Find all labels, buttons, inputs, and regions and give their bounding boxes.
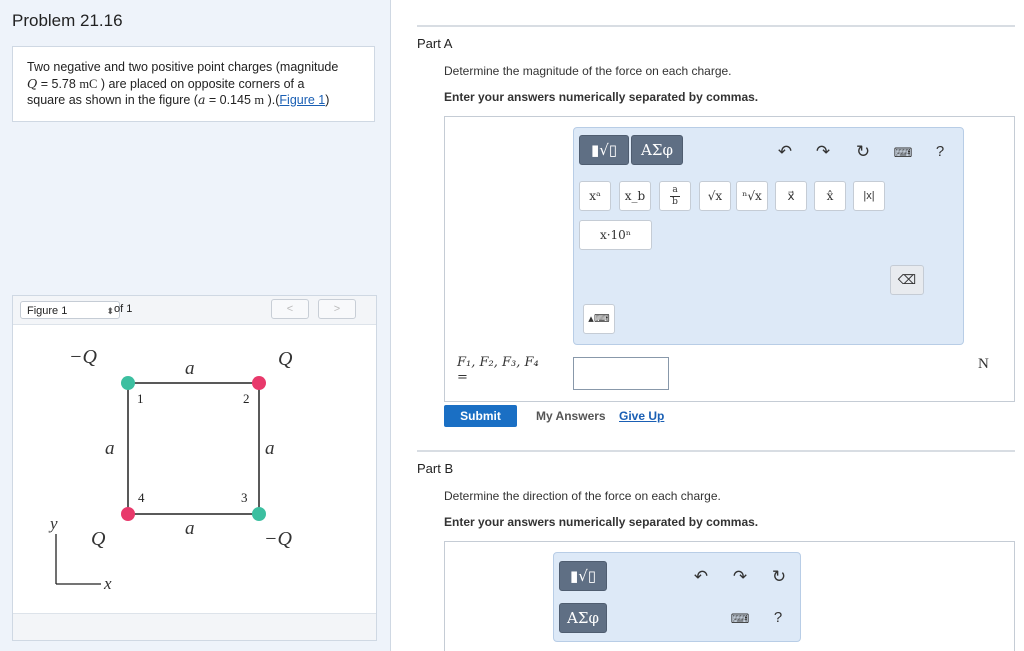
part-b-separator bbox=[417, 450, 1015, 452]
part-b-answer-box bbox=[444, 541, 1015, 651]
charge-3-negative bbox=[252, 507, 266, 521]
charge-2-positive bbox=[252, 376, 266, 390]
label-axis-x: x bbox=[104, 574, 112, 593]
problem-line-3: square as shown in the figure (a = 0.145 m ).(Figure 1) bbox=[27, 92, 330, 107]
templates-icon: ▮√▯ bbox=[569, 567, 597, 585]
figure-select[interactable]: Figure 1 ⬍ bbox=[20, 301, 120, 319]
figure-panel bbox=[12, 295, 377, 641]
part-a-instruction: Enter your answers numerically separated by commas. bbox=[444, 90, 759, 104]
templates-button-b[interactable] bbox=[559, 561, 607, 591]
label-bottom-left-charge: Q bbox=[91, 528, 106, 550]
problem-panel bbox=[0, 0, 390, 651]
charge-square-figure bbox=[13, 296, 376, 640]
backspace-icon: ⌫ bbox=[897, 272, 917, 287]
unit-label: N bbox=[978, 356, 989, 372]
prev-figure-button[interactable]: < bbox=[271, 299, 309, 319]
superscript-button[interactable]: xᵃ bbox=[579, 181, 611, 211]
greek-symbols-button[interactable]: ΑΣφ bbox=[631, 135, 683, 165]
problem-line-1: Two negative and two positive point charges (magnitude bbox=[27, 60, 339, 74]
abs-button[interactable]: |x| bbox=[853, 181, 885, 211]
label-top-right-charge: Q bbox=[278, 348, 293, 370]
figure-link[interactable]: Figure 1 bbox=[279, 93, 326, 107]
submit-button[interactable]: Submit bbox=[444, 405, 517, 427]
problem-line-2: Q = 5.78 mC ) are placed on opposite corners of a bbox=[27, 75, 305, 91]
keyboard-icon[interactable]: ⌨ bbox=[893, 145, 913, 160]
square-outline bbox=[128, 383, 259, 514]
label-side-left: a bbox=[105, 438, 115, 459]
help-button[interactable]: ? bbox=[935, 143, 945, 160]
label-axis-y: y bbox=[50, 514, 58, 533]
charge-4-positive bbox=[121, 507, 135, 521]
undo-icon[interactable]: ↶ bbox=[777, 142, 793, 161]
corner-label-1: 1 bbox=[137, 391, 144, 406]
corner-label-4: 4 bbox=[138, 490, 145, 505]
part-a-title: Part A bbox=[417, 36, 453, 51]
templates-button[interactable] bbox=[579, 135, 629, 165]
label-bottom-right-charge: −Q bbox=[264, 528, 292, 550]
corner-label-2: 2 bbox=[243, 391, 250, 406]
problem-statement bbox=[12, 46, 375, 122]
nth-root-button[interactable]: ⁿ√x bbox=[736, 181, 768, 211]
keyboard-icon[interactable]: ⌨ bbox=[730, 611, 750, 626]
help-button-b[interactable]: ? bbox=[773, 609, 783, 626]
part-a-answer-box bbox=[444, 116, 1015, 402]
label-side-bottom: a bbox=[185, 518, 195, 539]
templates-icon: ▮√▯ bbox=[590, 141, 618, 159]
my-answers-link[interactable]: My Answers bbox=[536, 409, 606, 423]
problem-title: Problem 21.16 bbox=[12, 11, 123, 30]
sci-notation-button[interactable]: x·10ⁿ bbox=[579, 220, 652, 250]
reset-icon[interactable]: ↻ bbox=[855, 142, 871, 161]
sqrt-button[interactable]: √x bbox=[699, 181, 731, 211]
math-toolbar-b bbox=[553, 552, 801, 642]
answer-input[interactable] bbox=[573, 357, 669, 390]
chevron-updown-icon: ⬍ bbox=[106, 306, 114, 316]
part-b-instruction: Enter your answers numerically separated by commas. bbox=[444, 515, 759, 529]
backspace-button[interactable] bbox=[890, 265, 924, 295]
undo-icon[interactable]: ↶ bbox=[693, 567, 709, 586]
keyboard-up-icon: ▴⌨ bbox=[588, 313, 610, 325]
give-up-link[interactable]: Give Up bbox=[619, 409, 665, 423]
figure-count: of 1 bbox=[114, 303, 133, 315]
figure-footer bbox=[13, 613, 376, 640]
panel-divider bbox=[390, 0, 391, 651]
fraction-button[interactable]: a b bbox=[659, 181, 691, 211]
corner-label-3: 3 bbox=[241, 490, 248, 505]
part-b-title: Part B bbox=[417, 461, 454, 476]
label-side-right: a bbox=[265, 438, 275, 459]
subscript-button[interactable]: x_b bbox=[619, 181, 651, 211]
part-a-question: Determine the magnitude of the force on each charge. bbox=[444, 64, 732, 78]
keyboard-toggle-button[interactable] bbox=[583, 304, 615, 334]
hat-button[interactable]: x̂ bbox=[814, 181, 846, 211]
part-b-question: Determine the direction of the force on each charge. bbox=[444, 489, 721, 503]
charge-1-negative bbox=[121, 376, 135, 390]
greek-symbols-button-b[interactable]: ΑΣφ bbox=[559, 603, 607, 633]
redo-icon[interactable]: ↷ bbox=[732, 567, 748, 586]
label-top-left-charge: −Q bbox=[69, 346, 97, 368]
reset-icon[interactable]: ↻ bbox=[771, 567, 787, 586]
answer-label: F₁, F₂, F₃, F₄ = bbox=[457, 355, 539, 385]
math-toolbar-a bbox=[573, 127, 964, 345]
redo-icon[interactable]: ↷ bbox=[815, 142, 831, 161]
vector-button[interactable]: x⃗ bbox=[775, 181, 807, 211]
label-side-top: a bbox=[185, 358, 195, 379]
part-a-separator bbox=[417, 25, 1015, 27]
next-figure-button[interactable]: > bbox=[318, 299, 356, 319]
